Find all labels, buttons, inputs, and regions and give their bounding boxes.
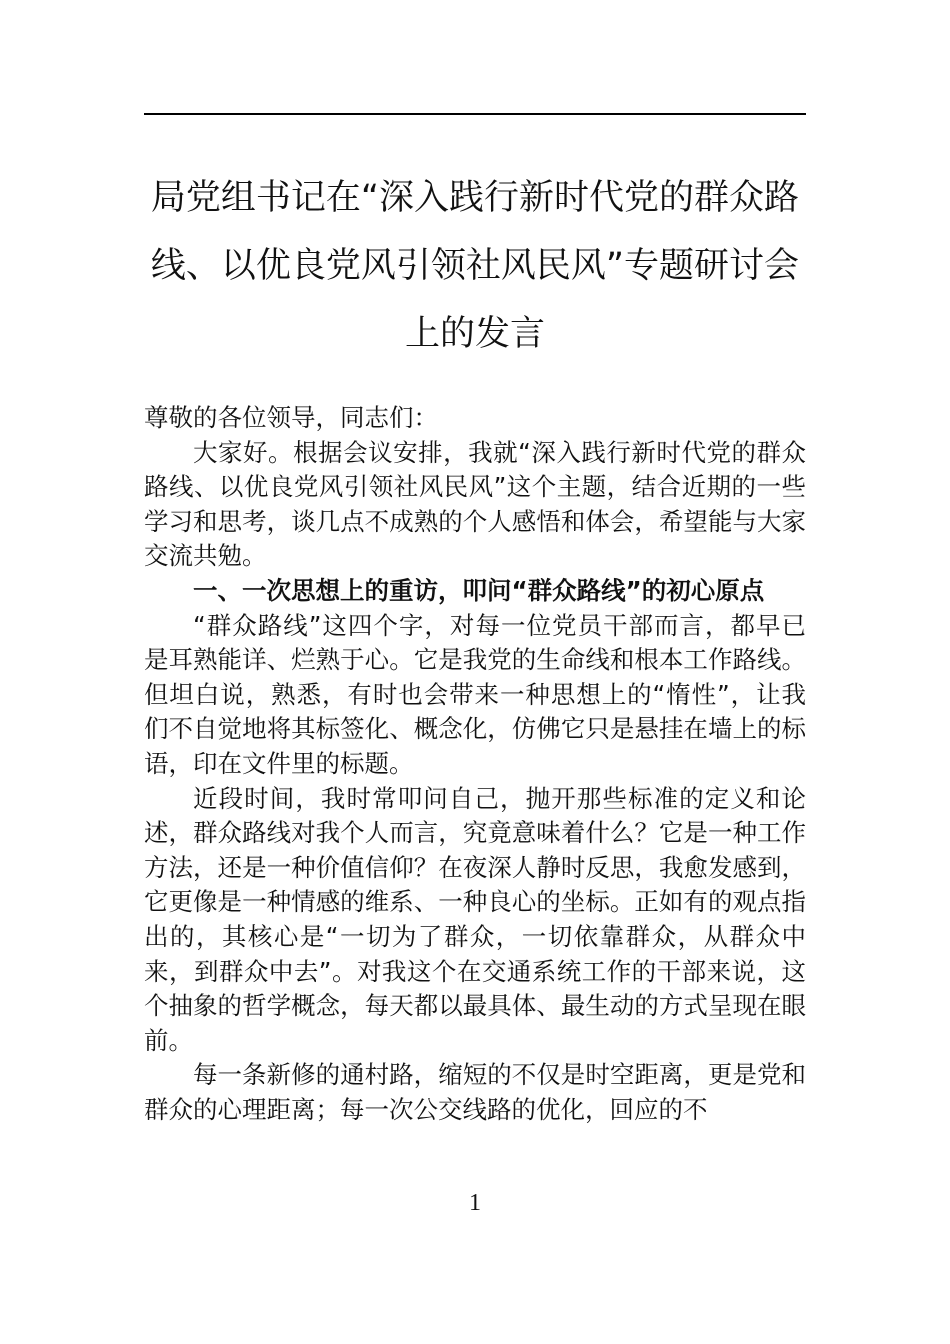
paragraph: 每一条新修的通村路，缩短的不仅是时空距离，更是党和群众的心理距离；每一次公交线路的优化，回应的不 — [144, 1060, 806, 1124]
section-heading: 一、一次思想上的重访，叩问“群众路线”的初心原点 — [193, 575, 765, 605]
document-title: 局党组书记在“深入践行新时代党的群众路线、以优良党风引领社风民风”专题研讨会上的发言 — [150, 178, 800, 354]
paragraph: “群众路线”这四个字，对每一位党员干部而言，都早已是耳熟能详、烂熟于心。它是我党的生命线和根本工作路线。但坦白说，熟悉，有时也会带来一种思想上的“惰性”，让我们不自觉地将其标签化、概念化，仿佛它只是悬挂在墙上的标语，印在文件里的标题。 — [144, 610, 806, 778]
page-number: 1 — [469, 1190, 481, 1216]
document-body — [144, 401, 806, 1127]
header-rule — [144, 113, 806, 115]
salutation: 尊敬的各位领导，同志们： — [144, 403, 438, 432]
paragraph: 近段时间，我时常叩问自己，抛开那些标准的定义和论述，群众路线对我个人而言，究竟意味着什么？它是一种工作方法，还是一种价值信仰？在夜深人静时反思，我愈发感到，它更像是一种情感的维系、一种良心的坐标。正如有的观点指出的，其核心是“一切为了群众，一切依靠群众，从群众中来，到群众中去”。对我这个在交通系统工作的干部来说，这个抽象的哲学概念，每天都以最具体、最生动的方式呈现在眼前。 — [144, 783, 806, 1055]
paragraph: 大家好。根据会议安排，我就“深入践行新时代党的群众路线、以优良党风引领社风民风”这个主题，结合近期的一些学习和思考，谈几点不成熟的个人感悟和体会，希望能与大家交流共勉。 — [144, 437, 806, 571]
